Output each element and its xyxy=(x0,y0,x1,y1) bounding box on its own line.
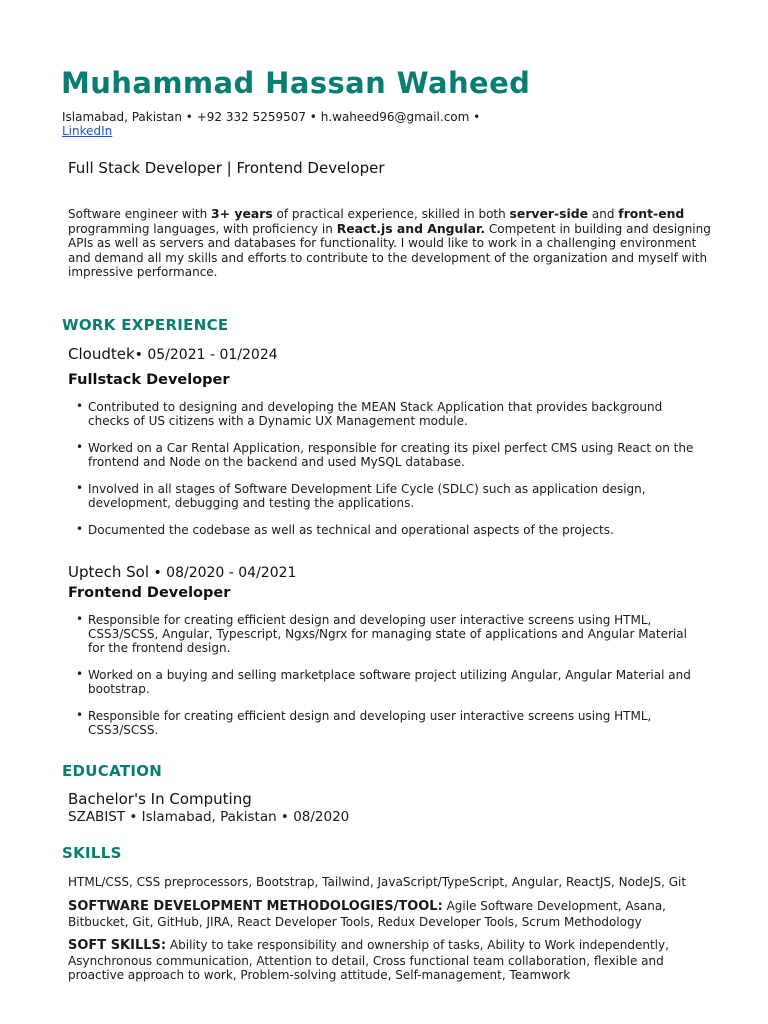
list-item xyxy=(76,523,696,537)
candidate-name: Muhammad Hassan Waheed xyxy=(61,66,531,100)
bullet-text: Documented the codebase as well as technical and operational aspects of the projects. xyxy=(88,523,614,537)
list-item xyxy=(76,441,696,469)
methodologies-skills xyxy=(68,899,708,929)
job-heading-cloudtek xyxy=(68,345,278,363)
section-title-skills: SKILLS xyxy=(62,844,122,862)
summary-highlight: server-side xyxy=(509,206,589,221)
degree-title: Bachelor's In Computing xyxy=(68,790,252,808)
list-item xyxy=(76,668,696,696)
section-title-work-experience: WORK EXPERIENCE xyxy=(62,316,229,334)
job-title: Frontend Developer xyxy=(68,585,231,601)
section-title-education: EDUCATION xyxy=(62,762,163,780)
summary-text: of practical experience, skilled in both xyxy=(272,207,510,221)
job-bullets-uptech-sol xyxy=(76,613,696,737)
bullet-text: Responsible for creating efficient design and developing user interactive screens using HTML, CSS3/SCSS, Angular, Typescript, Ngxs/Ngrx for managing state of applications and Angular Material for the frontend design. xyxy=(88,613,687,655)
bullet-text: Contributed to designing and developing the MEAN Stack Application that provides background checks of US citizens with a Dynamic UX Management module. xyxy=(88,400,663,428)
skills-text: Agile Software Development, Asana, Bitbucket, Git, GitHub, JIRA, React Developer Tools, Redux Developer Tools, Scrum Methodology xyxy=(68,899,666,929)
job-dates: • 08/2020 - 04/2021 xyxy=(149,565,297,581)
bullet-glyph: • xyxy=(76,440,84,454)
contact-info xyxy=(62,110,480,138)
summary-highlight: front-end xyxy=(618,206,685,221)
bullet-text: Involved in all stages of Software Development Life Cycle (SDLC) such as application design, development, debugging and testing the applications. xyxy=(88,482,646,510)
list-item xyxy=(76,613,696,655)
linkedin-link[interactable]: LinkedIn xyxy=(62,124,113,138)
company-name: Uptech Sol xyxy=(68,563,149,581)
bullet-text: Worked on a Car Rental Application, responsible for creating its pixel perfect CMS using React on the frontend and Node on the backend and used MySQL database. xyxy=(88,441,694,469)
contact-separator: • xyxy=(469,110,481,124)
technical-skills: HTML/CSS, CSS preprocessors, Bootstrap, Tailwind, JavaScript/TypeScript, Angular, ReactJS, NodeJS, Git xyxy=(68,875,687,889)
bullet-glyph: • xyxy=(76,481,84,495)
bullet-glyph: • xyxy=(76,667,84,681)
summary-highlight: React.js and Angular. xyxy=(336,220,486,236)
bullet-glyph: • xyxy=(76,399,84,413)
role-headline: Full Stack Developer | Frontend Developer xyxy=(68,159,385,177)
summary-text: and xyxy=(588,207,619,221)
skills-label: SOFTWARE DEVELOPMENT METHODOLOGIES/TOOL: xyxy=(68,899,443,914)
school-details: SZABIST • Islamabad, Pakistan • 08/2020 xyxy=(68,809,350,825)
job-dates: • 05/2021 - 01/2024 xyxy=(134,347,278,363)
bullet-glyph: • xyxy=(76,522,84,536)
summary-text: programming languages, with proficiency in xyxy=(68,221,337,236)
summary-text: Software engineer with xyxy=(68,207,212,221)
skills-text: Ability to take responsibility and ownership of tasks, Ability to Work independently, Asynchronous communication, Attention to detail, Cross functional team collaboration, flexible and proactive approach to work, Problem-solving attitude, Self-management, Teamwork xyxy=(68,938,669,982)
summary-highlight: 3+ years xyxy=(211,206,273,221)
contact-line: Islamabad, Pakistan • +92 332 5259507 • h.waheed96@gmail.com xyxy=(62,110,470,124)
list-item xyxy=(76,709,696,737)
list-item xyxy=(76,482,696,510)
job-title: Fullstack Developer xyxy=(68,372,230,388)
company-name: Cloudtek xyxy=(68,345,135,363)
bullet-text: Worked on a buying and selling marketplace software project utilizing Angular, Angular Material and bootstrap. xyxy=(88,668,691,696)
bullet-glyph: • xyxy=(76,708,84,722)
soft-skills xyxy=(68,938,708,983)
summary-text: Competent in building and designing APIs as well as servers and databases for functionality. I would like to work in a challenging environment and demand all my skills and efforts to contribute to the development of the organization and myself with impressive performance. xyxy=(68,221,711,280)
job-heading-uptech-sol xyxy=(68,563,296,581)
bullet-text: Responsible for creating efficient design and developing user interactive screens using HTML, CSS3/SCSS. xyxy=(88,709,652,737)
bullet-glyph: • xyxy=(76,612,84,626)
professional-summary xyxy=(68,207,718,280)
skills-label: SOFT SKILLS: xyxy=(68,938,167,953)
job-bullets-cloudtek xyxy=(76,400,696,537)
list-item xyxy=(76,400,696,428)
